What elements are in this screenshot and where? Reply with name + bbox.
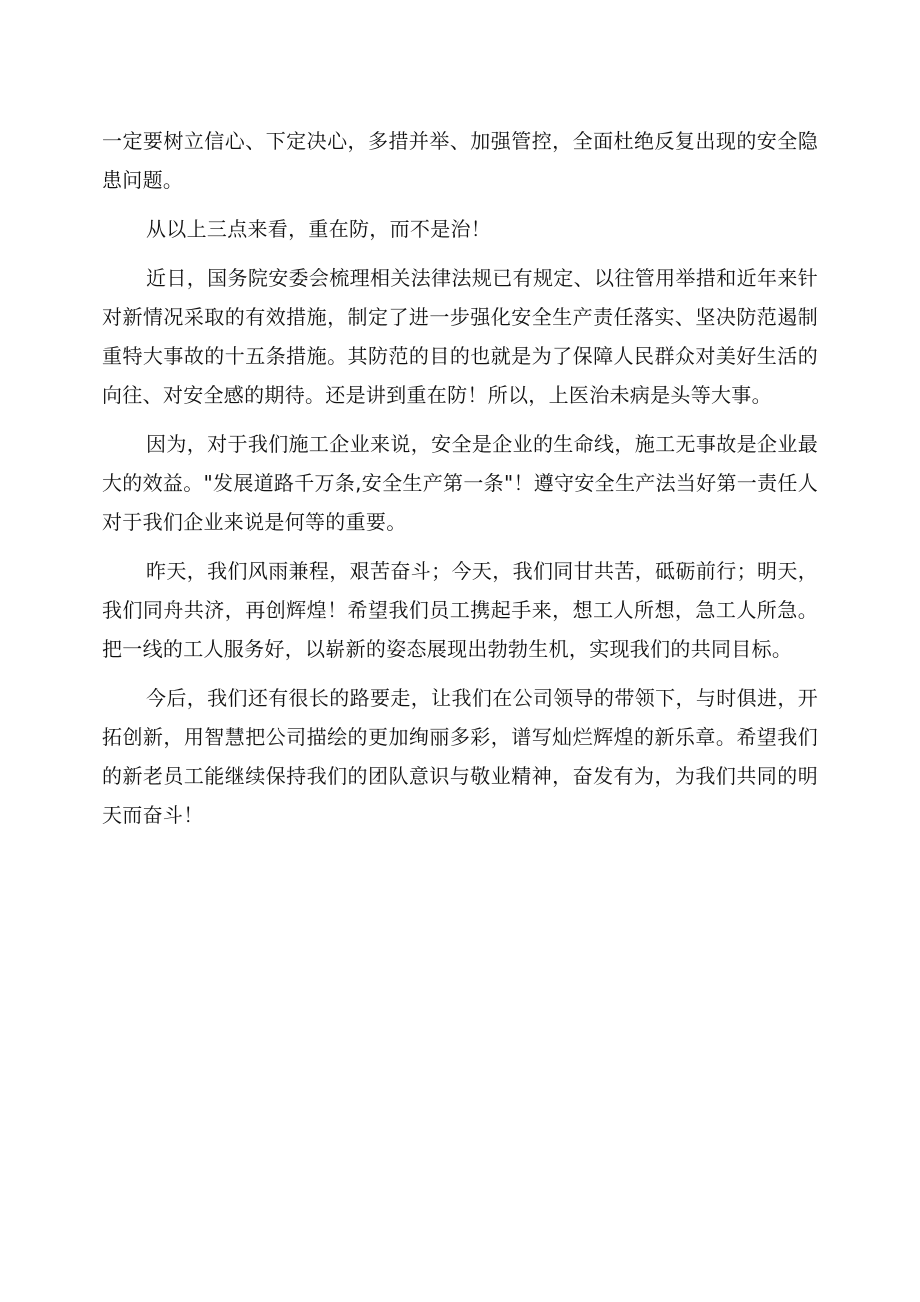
paragraph-3: 近日，国务院安委会梳理相关法律法规已有规定、以往管用举措和近年来针对新情况采取的有效措施，制定了进一步强化安全生产责任落实、坚决防范遏制重特大事故的十五条措施。其防范的目的也就是为了保障人民群众对美好生活的向往、对安全感的期待。还是讲到重在防！所以，上医治未病是头等大事。: [102, 266, 818, 407]
paragraph-2: 从以上三点来看，重在防，而不是治！: [146, 217, 492, 241]
document-body: [102, 122, 818, 845]
paragraph-4: 因为，对于我们施工企业来说，安全是企业的生命线，施工无事故是企业最大的效益。"发展道路千万条,安全生产第一条"！遵守安全生产法当好第一责任人对于我们企业来说是何等的重要。: [102, 432, 818, 534]
paragraph-5: 昨天，我们风雨兼程，艰苦奋斗；今天，我们同甘共苦，砥砺前行；明天，我们同舟共济，再创辉煌！希望我们员工携起手来，想工人所想，急工人所急。把一线的工人服务好，以崭新的姿态展现出勃勃生机，实现我们的共同目标。: [102, 559, 818, 661]
paragraph-6: 今后，我们还有很长的路要走，让我们在公司领导的带领下，与时俱进，开拓创新，用智慧把公司描绘的更加绚丽多彩，谱写灿烂辉煌的新乐章。希望我们的新老员工能继续保持我们的团队意识与敬业精神，奋发有为，为我们共同的明天而奋斗！: [102, 686, 818, 827]
paragraph-1: 一定要树立信心、下定决心，多措并举、加强管控，全面杜绝反复出现的安全隐患问题。: [102, 129, 818, 192]
